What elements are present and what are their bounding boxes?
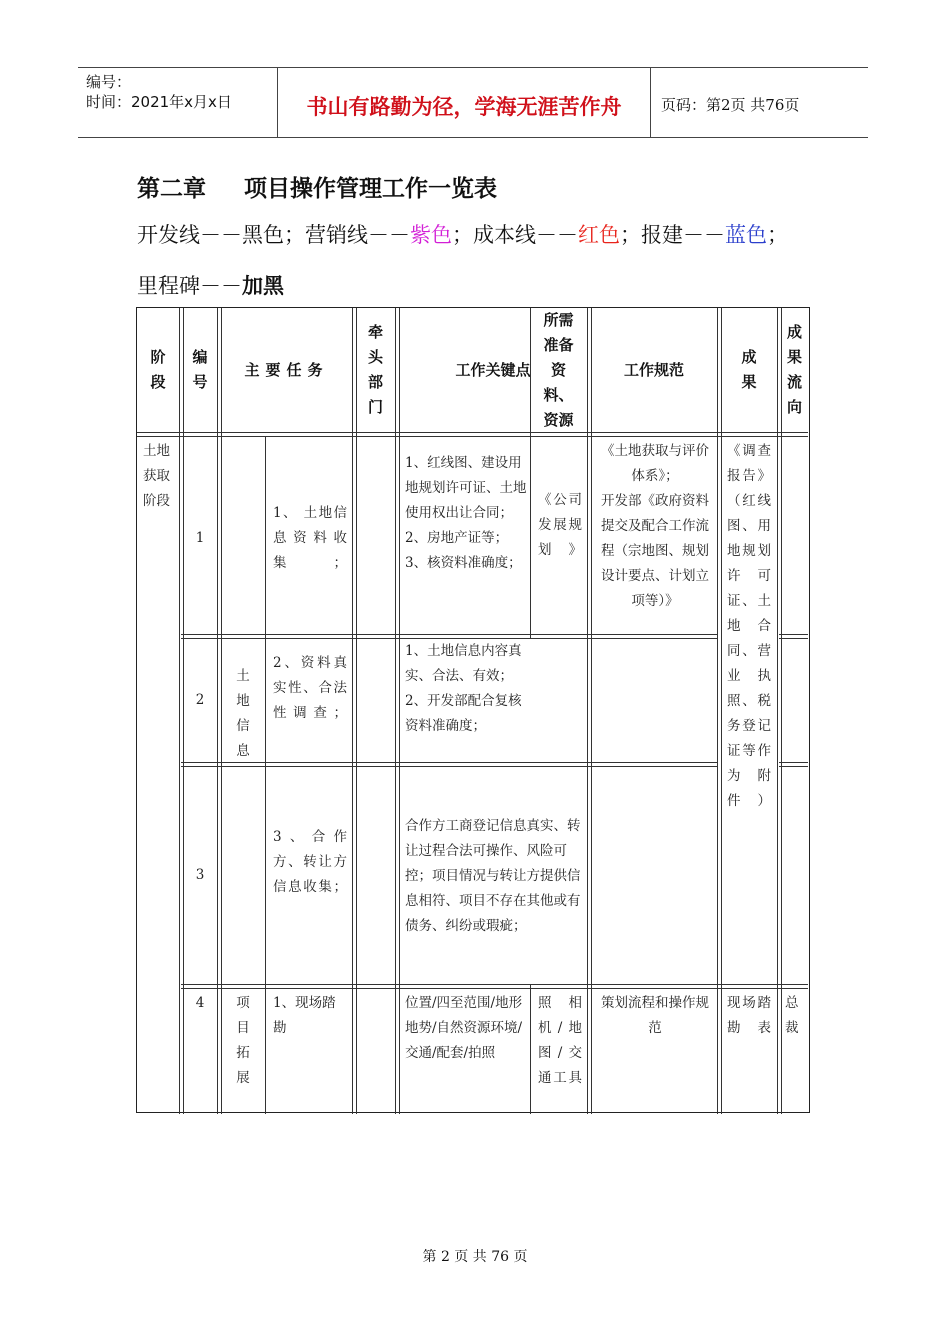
- header-resources: 所需准备资料、资源: [543, 310, 574, 429]
- task-cell: 3、合作方、转让方信息收集；: [273, 829, 347, 895]
- group-project-expand: 项目拓展: [236, 995, 250, 1086]
- header-norms: 工作规范: [623, 360, 684, 379]
- page-footer: 第 2 页 共 76 页: [422, 1249, 528, 1265]
- number-label: 编号：: [86, 73, 132, 91]
- header-page-label: 页码：第2页 共76页: [661, 96, 800, 114]
- header-motto: 书山有路勤为径，学海无涯苦作舟: [278, 68, 651, 137]
- header-meta: [78, 68, 278, 137]
- header-main-task: 主要任务: [244, 360, 329, 379]
- row-number: 3: [195, 867, 205, 883]
- key-points-cell: 1、红线图、建设用地规划许可证、土地使用权出让合同； 2、房地产证等； 3、核资料准确度；: [405, 455, 527, 571]
- page-title: [137, 170, 497, 203]
- header-result: 成果: [741, 348, 757, 391]
- header-number: 编号: [192, 348, 208, 391]
- norms-cell: 《土地获取与评价体系》； 开发部《政府资料提交及配合工作流程（宗地图、规划设计要点、计划立项等）》: [601, 443, 709, 609]
- legend-separator: ；: [767, 223, 788, 247]
- stage-land: 土地获取阶段: [143, 443, 170, 509]
- legend-build-color: 蓝色: [725, 223, 767, 247]
- key-points-cell: 合作方工商登记信息真实、转让过程合法可操作、风险可控；项目情况与转让方提供信息相符、项目不存在其他或有债务、纠纷或瑕疵；: [405, 818, 581, 934]
- chapter-label: 第二章: [137, 176, 206, 202]
- legend-cost-prefix: 成本线－－: [473, 223, 578, 247]
- group-land-info: 土地信息: [236, 668, 250, 759]
- chapter-title: 项目操作管理工作一览表: [244, 176, 497, 202]
- legend-build-prefix: 报建－－: [641, 223, 725, 247]
- key-points-cell: 位置/四至范围/地形地势/自然资源环境/交通/配套/拍照: [405, 995, 523, 1061]
- time-label: 时间：2021年x月x日: [86, 93, 232, 111]
- header-flow: 成果流向: [786, 323, 802, 416]
- legend-milestone-bold: 加黑: [242, 274, 284, 298]
- legend-dev: 开发线－－黑色；: [137, 223, 305, 247]
- row-number: 4: [195, 995, 205, 1011]
- task-cell: 2、资料真实性、合法性调查；: [273, 655, 347, 721]
- milestone-legend: [137, 270, 284, 300]
- flow-cell: 总裁: [785, 995, 799, 1036]
- header-lead-dept: 牵头部门: [367, 323, 383, 416]
- result-cell: 《调查报告》（红线图、用地规划许可证、土地合同、营业执照、税务登记证等作为附件）: [727, 443, 771, 809]
- legend-cost-color: 红色: [578, 223, 620, 247]
- result-cell: 现场踏勘表: [727, 995, 771, 1036]
- row-number: 2: [195, 692, 205, 708]
- legend-separator: ；: [452, 223, 473, 247]
- legend-milestone-prefix: 里程碑－－: [137, 274, 242, 298]
- work-table: [136, 307, 810, 1113]
- color-legend: [137, 219, 788, 249]
- resources-cell: 《公司发展规划》: [538, 492, 582, 558]
- legend-marketing-prefix: 营销线－－: [305, 223, 410, 247]
- header-key-points: 工作关键点: [455, 360, 531, 379]
- legend-separator: ；: [620, 223, 641, 247]
- key-points-cell: 1、土地信息内容真实、合法、有效； 2、开发部配合复核资料准确度；: [405, 643, 522, 734]
- task-cell: 1、 土地信息资料收集；: [273, 505, 347, 571]
- norms-cell: 策划流程和操作规范: [601, 995, 709, 1036]
- task-cell: 1、现场踏勘: [273, 995, 336, 1036]
- resources-cell: 照相机/地图/交通工具: [538, 995, 582, 1086]
- legend-marketing-color: 紫色: [410, 223, 452, 247]
- header-stage: 阶段: [150, 348, 166, 391]
- page-header: [78, 67, 868, 138]
- row-number: 1: [195, 530, 205, 546]
